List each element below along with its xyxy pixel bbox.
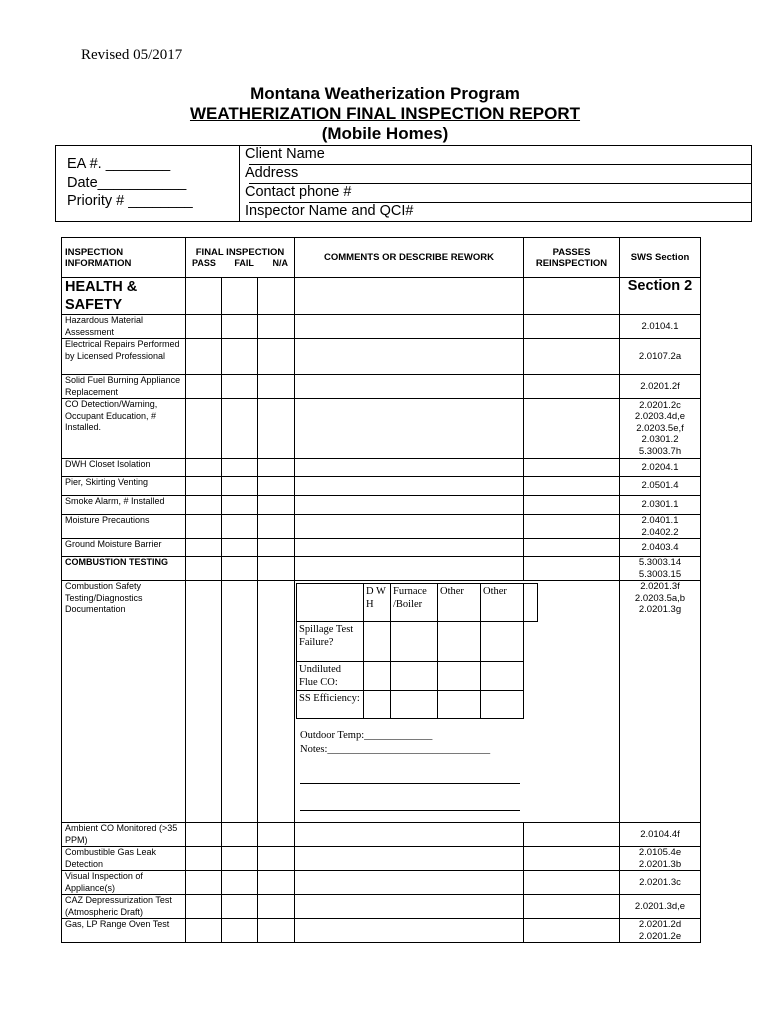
comments-cell[interactable] bbox=[295, 847, 524, 871]
inspection-item: Hazardous Material Assessment bbox=[62, 315, 186, 339]
fail-cell[interactable] bbox=[222, 339, 258, 375]
comments-cell[interactable] bbox=[295, 496, 524, 515]
pass-cell[interactable] bbox=[186, 399, 222, 459]
na-cell[interactable] bbox=[258, 496, 295, 515]
combustion-results-table bbox=[296, 583, 538, 719]
comb-col-other-2: Other bbox=[481, 584, 524, 622]
comments-cell[interactable] bbox=[295, 557, 524, 581]
header-sws-section: SWS Section bbox=[620, 238, 701, 278]
na-cell[interactable] bbox=[258, 919, 295, 943]
comb-value-cell[interactable] bbox=[391, 691, 438, 719]
sws-code: 2.0201.2f bbox=[620, 375, 701, 399]
sws-code: 2.0204.1 bbox=[620, 459, 701, 477]
pass-cell[interactable] bbox=[186, 895, 222, 919]
comments-cell[interactable] bbox=[295, 278, 524, 315]
na-cell[interactable] bbox=[258, 459, 295, 477]
notes-field[interactable]: Notes:_______________________________ bbox=[300, 744, 491, 755]
table-row bbox=[62, 315, 701, 339]
inspection-item: Smoke Alarm, # Installed bbox=[62, 496, 186, 515]
sws-code: 2.0301.1 bbox=[620, 496, 701, 515]
reinspection-cell[interactable] bbox=[524, 557, 620, 581]
sws-code: 2.0107.2a bbox=[620, 339, 701, 375]
combustion-testing-heading: COMBUSTION TESTING bbox=[62, 557, 186, 581]
sws-code: 5.3003.14 5.3003.15 bbox=[620, 557, 701, 581]
reinspection-cell[interactable] bbox=[524, 823, 620, 847]
fail-cell[interactable] bbox=[222, 871, 258, 895]
comb-row-ss-efficiency: SS Efficiency: bbox=[297, 691, 364, 719]
comb-value-cell[interactable] bbox=[438, 622, 481, 662]
header-passes-reinspection: PASSES REINSPECTION bbox=[524, 238, 620, 278]
reinspection-cell[interactable] bbox=[524, 399, 620, 459]
table-row bbox=[62, 399, 701, 459]
header-inspection-information: INSPECTION INFORMATION bbox=[62, 238, 186, 278]
fail-cell[interactable] bbox=[222, 919, 258, 943]
comb-row-spillage: Spillage Test Failure? bbox=[297, 622, 364, 662]
reinspection-cell[interactable] bbox=[524, 496, 620, 515]
section-2-label: Section 2 bbox=[620, 278, 701, 315]
na-cell[interactable] bbox=[258, 871, 295, 895]
comments-cell[interactable] bbox=[295, 339, 524, 375]
comments-cell[interactable] bbox=[295, 895, 524, 919]
reinspection-cell[interactable] bbox=[524, 895, 620, 919]
sws-code: 2.0201.3c bbox=[620, 871, 701, 895]
combustion-comments-cell bbox=[295, 581, 620, 823]
fail-cell[interactable] bbox=[222, 581, 258, 823]
reinspection-cell[interactable] bbox=[524, 847, 620, 871]
inspection-item: Moisture Precautions bbox=[62, 515, 186, 539]
pass-cell[interactable] bbox=[186, 581, 222, 823]
reinspection-cell[interactable] bbox=[524, 315, 620, 339]
header-pass: PASS bbox=[192, 258, 216, 268]
reinspection-cell[interactable] bbox=[524, 459, 620, 477]
reinspection-cell[interactable] bbox=[524, 871, 620, 895]
table-row bbox=[62, 895, 701, 919]
na-cell[interactable] bbox=[258, 477, 295, 496]
na-cell[interactable] bbox=[258, 399, 295, 459]
table-row bbox=[62, 496, 701, 515]
comments-cell[interactable] bbox=[295, 823, 524, 847]
fail-cell[interactable] bbox=[222, 895, 258, 919]
pass-cell[interactable] bbox=[186, 315, 222, 339]
fail-cell[interactable] bbox=[222, 459, 258, 477]
comb-corner-cell bbox=[297, 584, 364, 622]
na-cell[interactable] bbox=[258, 581, 295, 823]
inspection-item: Ambient CO Monitored (>35 PPM) bbox=[62, 823, 186, 847]
fail-cell[interactable] bbox=[222, 399, 258, 459]
date-field[interactable]: Date___________ bbox=[67, 175, 187, 191]
sws-code: 2.0403.4 bbox=[620, 539, 701, 557]
table-row bbox=[62, 515, 701, 539]
comb-value-cell[interactable] bbox=[391, 662, 438, 691]
table-row bbox=[62, 539, 701, 557]
report-title: WEATHERIZATION FINAL INSPECTION REPORT bbox=[189, 104, 581, 123]
comb-value-cell[interactable] bbox=[438, 662, 481, 691]
comb-col-furnace: Furnace /Boiler bbox=[391, 584, 438, 622]
na-cell[interactable] bbox=[258, 515, 295, 539]
fail-cell[interactable] bbox=[222, 539, 258, 557]
inspection-item: CO Detection/Warning, Occupant Education, # Installed. bbox=[62, 399, 186, 459]
comments-cell[interactable] bbox=[295, 477, 524, 496]
report-subtitle: (Mobile Homes) bbox=[321, 124, 449, 143]
comb-col-other-1: Other bbox=[438, 584, 481, 622]
header-comments: COMMENTS OR DESCRIBE REWORK bbox=[295, 238, 524, 278]
inspection-item: CAZ Depressurization Test (Atmospheric Draft) bbox=[62, 895, 186, 919]
comb-value-cell[interactable] bbox=[438, 691, 481, 719]
program-title: Montana Weatherization Program bbox=[250, 84, 520, 103]
header-fail: FAIL bbox=[234, 258, 254, 268]
comments-cell[interactable] bbox=[295, 459, 524, 477]
inspection-item: Visual Inspection of Appliance(s) bbox=[62, 871, 186, 895]
inspection-item: DWH Closet Isolation bbox=[62, 459, 186, 477]
notes-line[interactable] bbox=[300, 767, 520, 784]
fail-cell[interactable] bbox=[222, 496, 258, 515]
comb-value-cell[interactable] bbox=[481, 622, 524, 662]
pass-cell[interactable] bbox=[186, 278, 222, 315]
pass-cell[interactable] bbox=[186, 823, 222, 847]
fail-cell[interactable] bbox=[222, 315, 258, 339]
sws-code: 2.0201.3f 2.0203.5a,b 2.0201.3g bbox=[620, 581, 701, 823]
outdoor-temp-field[interactable]: Outdoor Temp:_____________ bbox=[300, 730, 433, 741]
header-na: N/A bbox=[272, 258, 288, 268]
pass-cell[interactable] bbox=[186, 339, 222, 375]
inspection-item: Pier, Skirting Venting bbox=[62, 477, 186, 496]
table-row bbox=[62, 459, 701, 477]
comb-value-cell[interactable] bbox=[364, 662, 391, 691]
pass-cell[interactable] bbox=[186, 515, 222, 539]
notes-line[interactable] bbox=[300, 794, 520, 811]
na-cell[interactable] bbox=[258, 557, 295, 581]
comb-blank-cell bbox=[524, 584, 538, 622]
pass-cell[interactable] bbox=[186, 919, 222, 943]
reinspection-cell[interactable] bbox=[524, 477, 620, 496]
inspector-field[interactable]: Inspector Name and QCI# bbox=[245, 203, 414, 219]
sws-code: 2.0104.4f bbox=[620, 823, 701, 847]
comments-cell[interactable] bbox=[295, 399, 524, 459]
comments-cell[interactable] bbox=[295, 871, 524, 895]
client-name-field[interactable]: Client Name bbox=[245, 146, 325, 162]
final-inspection-label: FINAL INSPECTION bbox=[195, 247, 285, 258]
comments-cell[interactable] bbox=[295, 539, 524, 557]
pass-cell[interactable] bbox=[186, 496, 222, 515]
address-field[interactable]: Address bbox=[245, 165, 299, 181]
client-info-box bbox=[55, 145, 752, 222]
sws-code: 2.0201.3d,e bbox=[620, 895, 701, 919]
na-cell[interactable] bbox=[258, 847, 295, 871]
table-row bbox=[62, 871, 701, 895]
sws-code: 2.0104.1 bbox=[620, 315, 701, 339]
table-row bbox=[62, 375, 701, 399]
fail-cell[interactable] bbox=[222, 557, 258, 581]
table-row bbox=[62, 823, 701, 847]
pass-cell[interactable] bbox=[186, 847, 222, 871]
fail-cell[interactable] bbox=[222, 477, 258, 496]
reinspection-cell[interactable] bbox=[524, 339, 620, 375]
inspection-item: Gas, LP Range Oven Test bbox=[62, 919, 186, 943]
sws-code: 2.0401.1 2.0402.2 bbox=[620, 515, 701, 539]
comb-value-cell[interactable] bbox=[481, 691, 524, 719]
inspection-item: Electrical Repairs Performed by Licensed Professional bbox=[62, 339, 186, 375]
pass-cell[interactable] bbox=[186, 477, 222, 496]
na-cell[interactable] bbox=[258, 823, 295, 847]
fail-cell[interactable] bbox=[222, 847, 258, 871]
pass-cell[interactable] bbox=[186, 871, 222, 895]
comb-value-cell[interactable] bbox=[391, 622, 438, 662]
priority-field[interactable]: Priority # ________ bbox=[67, 193, 193, 209]
inspection-table bbox=[61, 237, 701, 943]
pass-cell[interactable] bbox=[186, 557, 222, 581]
inspection-item: Ground Moisture Barrier bbox=[62, 539, 186, 557]
fail-cell[interactable] bbox=[222, 823, 258, 847]
reinspection-cell[interactable] bbox=[524, 919, 620, 943]
na-cell[interactable] bbox=[258, 315, 295, 339]
na-cell[interactable] bbox=[258, 539, 295, 557]
ea-field[interactable]: EA #. ________ bbox=[67, 156, 171, 172]
combustion-safety-item: Combustion Safety Testing/Diagnostics Documentation bbox=[62, 581, 186, 823]
fail-cell[interactable] bbox=[222, 278, 258, 315]
comb-value-cell[interactable] bbox=[481, 662, 524, 691]
comb-value-cell[interactable] bbox=[364, 691, 391, 719]
revised-date: Revised 05/2017 bbox=[81, 47, 183, 63]
fail-cell[interactable] bbox=[222, 375, 258, 399]
table-row bbox=[62, 847, 701, 871]
inspection-item: Solid Fuel Burning Appliance Replacement bbox=[62, 375, 186, 399]
inspection-item: Combustible Gas Leak Detection bbox=[62, 847, 186, 871]
reinspection-cell[interactable] bbox=[524, 375, 620, 399]
sws-code: 2.0105.4e 2.0201.3b bbox=[620, 847, 701, 871]
na-cell[interactable] bbox=[258, 278, 295, 315]
pass-cell[interactable] bbox=[186, 539, 222, 557]
na-cell[interactable] bbox=[258, 339, 295, 375]
pass-cell[interactable] bbox=[186, 459, 222, 477]
na-cell[interactable] bbox=[258, 375, 295, 399]
sws-code: 2.0501.4 bbox=[620, 477, 701, 496]
fail-cell[interactable] bbox=[222, 515, 258, 539]
contact-phone-field[interactable]: Contact phone # bbox=[245, 184, 352, 200]
comments-cell[interactable] bbox=[295, 919, 524, 943]
sws-code: 2.0201.2c 2.0203.4d,e 2.0203.5e,f 2.0301.2 5.3003.7h bbox=[620, 399, 701, 459]
health-safety-heading: HEALTH & SAFETY bbox=[62, 278, 186, 315]
pass-cell[interactable] bbox=[186, 375, 222, 399]
comb-row-flue-co: Undiluted Flue CO: bbox=[297, 662, 364, 691]
table-row bbox=[62, 919, 701, 943]
ea-date-priority-panel bbox=[56, 146, 240, 221]
comb-col-dwh: D W H bbox=[364, 584, 391, 622]
comments-cell[interactable] bbox=[295, 375, 524, 399]
comb-value-cell[interactable] bbox=[364, 622, 391, 662]
comments-cell[interactable] bbox=[295, 315, 524, 339]
table-row bbox=[62, 477, 701, 496]
reinspection-cell[interactable] bbox=[524, 515, 620, 539]
comments-cell[interactable] bbox=[295, 515, 524, 539]
reinspection-cell[interactable] bbox=[524, 539, 620, 557]
reinspection-cell[interactable] bbox=[524, 278, 620, 315]
table-row bbox=[62, 339, 701, 375]
header-final-inspection bbox=[186, 238, 295, 278]
sws-code: 2.0201.2d 2.0201.2e bbox=[620, 919, 701, 943]
na-cell[interactable] bbox=[258, 895, 295, 919]
